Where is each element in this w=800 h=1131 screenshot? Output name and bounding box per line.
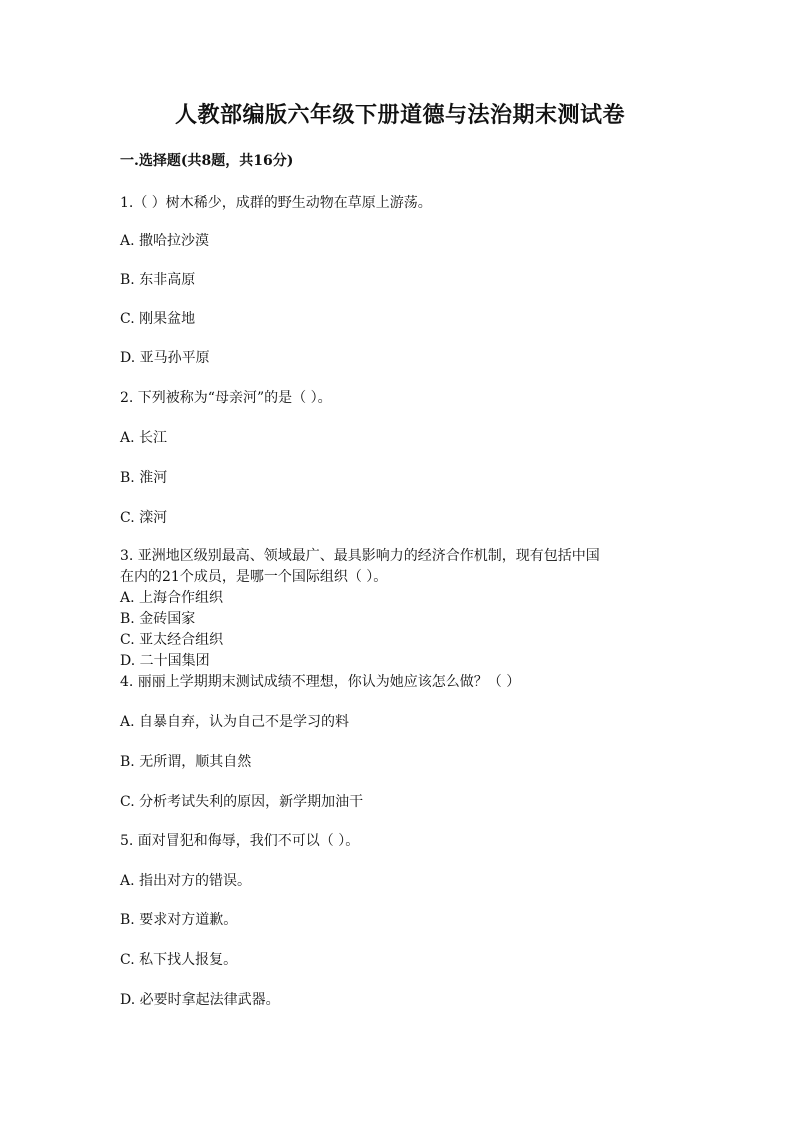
question-2-option-c: C. 滦河 [120,510,168,526]
section-heading: 一.选择题(共8题，共16分) [120,153,294,169]
question-3-option-a: A. 上海合作组织 [120,590,224,606]
question-5-option-a: A. 指出对方的错误。 [120,873,252,889]
question-4-option-a: A. 自暴自弃，认为自己不是学习的料 [120,714,350,730]
question-5-option-c: C. 私下找人报复。 [120,952,238,968]
question-1-option-a: A. 撒哈拉沙漠 [120,233,210,249]
question-5-option-d: D. 必要时拿起法律武器。 [120,992,280,1008]
question-1-option-b: B. 东非高原 [120,272,196,288]
question-3-option-d: D. 二十国集团 [120,653,210,669]
question-5-option-b: B. 要求对方道歉。 [120,912,238,928]
question-1-stem: 1.（ ）树木稀少，成群的野生动物在草原上游荡。 [120,195,432,211]
question-2-option-a: A. 长江 [120,430,168,446]
question-3-option-c: C. 亚太经合组织 [120,632,224,648]
question-2-stem: 2. 下列被称为“母亲河”的是（ ）。 [120,390,332,406]
question-3-option-b: B. 金砖国家 [120,611,196,627]
question-4-stem: 4. 丽丽上学期期末测试成绩不理想，你认为她应该怎么做？（ ） [120,674,521,690]
question-4-option-c: C. 分析考试失利的原因，新学期加油干 [120,794,364,810]
page-title: 人教部编版六年级下册道德与法治期末测试卷 [174,102,625,128]
question-4-option-b: B. 无所谓，顺其自然 [120,754,252,770]
question-1-option-d: D. 亚马孙平原 [120,350,210,366]
question-1-option-c: C. 刚果盆地 [120,311,196,327]
question-2-option-b: B. 淮河 [120,470,168,486]
question-3-stem-line-1: 3. 亚洲地区级别最高、领域最广、最具影响力的经济合作机制，现有包括中国 [120,548,600,564]
question-5-stem: 5. 面对冒犯和侮辱，我们不可以（ ）。 [120,833,360,849]
question-3-stem-line-2: 在内的21个成员，是哪一个国际组织（ ）。 [120,569,388,585]
